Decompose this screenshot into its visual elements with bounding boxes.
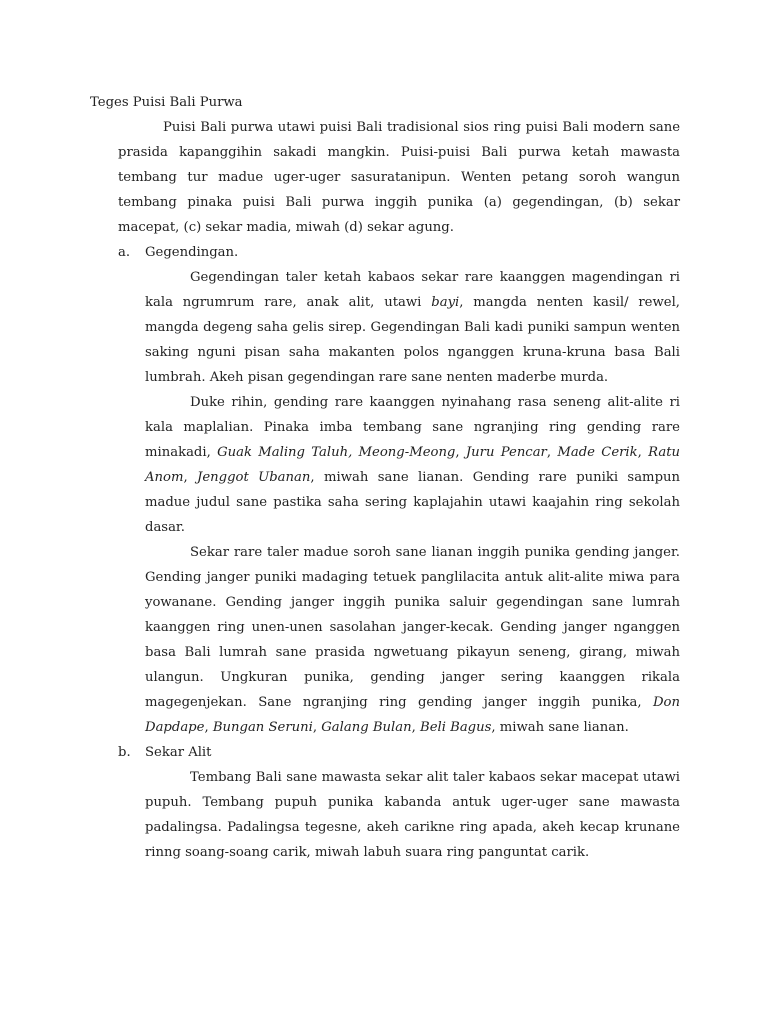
section-a-p2-sep-1: , [455, 445, 466, 460]
section-b-paragraph-1: Tembang Bali sane mawasta sekar alit taler kabaos sekar macepat utawi pupuh. Tembang pupuh punika kabanda antuk uger-uger sane mawasta padalingsa. Padalingsa tegesne, akeh carikne ring apada, akeh kecap krunane rinng soang-soang carik, miwah labuh suara ring panguntat carik. [145, 770, 680, 860]
section-b-heading: Sekar Alit [145, 745, 212, 760]
section-a-p2-italic-3: Made Cerik [557, 445, 638, 460]
section-a-p3-sep-2: , [312, 720, 322, 735]
intro-paragraph: Puisi Bali purwa utawi puisi Bali tradisional sios ring puisi Bali modern sane prasida kapanggihin sakadi mangkin. Puisi-puisi Bali purwa ketah mawasta tembang tur madue uger-uger sasuratanipun. Wenten petang soroh wangun tembang pinaka puisi Bali purwa inggih punika (a) gegendingan, (b) sekar macepat, (c) sekar madia, miwah (d) sekar agung. [118, 120, 680, 235]
section-a-p2-italic-2: Juru Pencar [465, 445, 547, 460]
section-a-paragraph-1 [145, 265, 680, 390]
section-a-p1-end: , mangda nenten kasil/ rewel, mangda degeng saha gelis sirep. Gegendingan Bali kadi puniki sampun wenten saking nguni pisan saha makanten polos nganggen kruna-kruna basa Bali lumbrah. Akeh pisan gegendingan rare sane nenten maderbe murda. [145, 295, 680, 385]
section-a-p2-sep-2: , [546, 445, 558, 460]
section-a-p3-italic-2: Bungan Seruni [212, 720, 313, 735]
section-a-heading: Gegendingan. [145, 245, 239, 260]
section-a-p3-sep-3: , [411, 720, 420, 735]
section-b [90, 740, 680, 865]
section-a-p3-italic-3: Galang Bulan [321, 720, 412, 735]
section-b-marker: b. [118, 745, 131, 760]
section-a-paragraph-2 [145, 390, 680, 540]
section-a-p3-italic-1: Don Dapdape [145, 695, 680, 735]
document-title: Teges Puisi Bali Purwa [90, 95, 243, 110]
section-a-p1-italic-bayi: bayi [431, 295, 460, 310]
intro-block [90, 115, 680, 240]
section-a-p2-sep-4: , [183, 470, 198, 485]
section-a-p3-text: Sekar rare taler madue soroh sane lianan inggih punika gending janger. Gending janger puniki madaging tetuek panglilacita antuk alit-alite miwa para yowanane. Gending janger inggih punika saluir gegendingan sane lumrah kaanggen ring unen-unen sasolahan janger-kecak. Gending janger nganggen basa Bali lumrah sane prasida ngwetuang pikayun seneng, girang, miwah ulangun. Ungkuran punika, gending janger sering kaanggen rikala magegenjekan. Sane ngranjing ring gending janger inggih punika, [145, 545, 680, 710]
section-a-p2-italic-4: Ratu Anom [145, 445, 681, 485]
section-a-marker: a. [118, 245, 131, 260]
section-a-p1-text: Gegendingan taler ketah kabaos sekar rare kaanggen magendingan ri kala ngrumrum rare, anak alit, utawi [145, 270, 680, 310]
section-a-p2-italic-5: Jenggot Ubanan [197, 470, 311, 485]
section-a-p2-sep-3: , [637, 445, 649, 460]
section-a-p2-text: Duke rihin, gending rare kaanggen nyinahang rasa seneng alit-alite ri kala maplalian. Pinaka imba tembang sane ngranjing ring gending rare minakadi, [145, 395, 680, 460]
section-a [90, 240, 680, 740]
document-page [90, 90, 680, 865]
section-a-p3-italic-4: Beli Bagus [420, 720, 492, 735]
section-a-paragraph-3 [145, 540, 680, 740]
section-a-p2-end: , miwah sane lianan. Gending rare puniki sampun madue judul sane pastika saha sering kaplajahin utawi kaajahin ring sekolah dasar. [145, 470, 680, 535]
section-a-p2-italic-1: Guak Maling Taluh, Meong-Meong [217, 445, 456, 460]
section-a-p3-end: , miwah sane lianan. [491, 720, 629, 735]
section-a-p3-sep-1: , [204, 720, 213, 735]
